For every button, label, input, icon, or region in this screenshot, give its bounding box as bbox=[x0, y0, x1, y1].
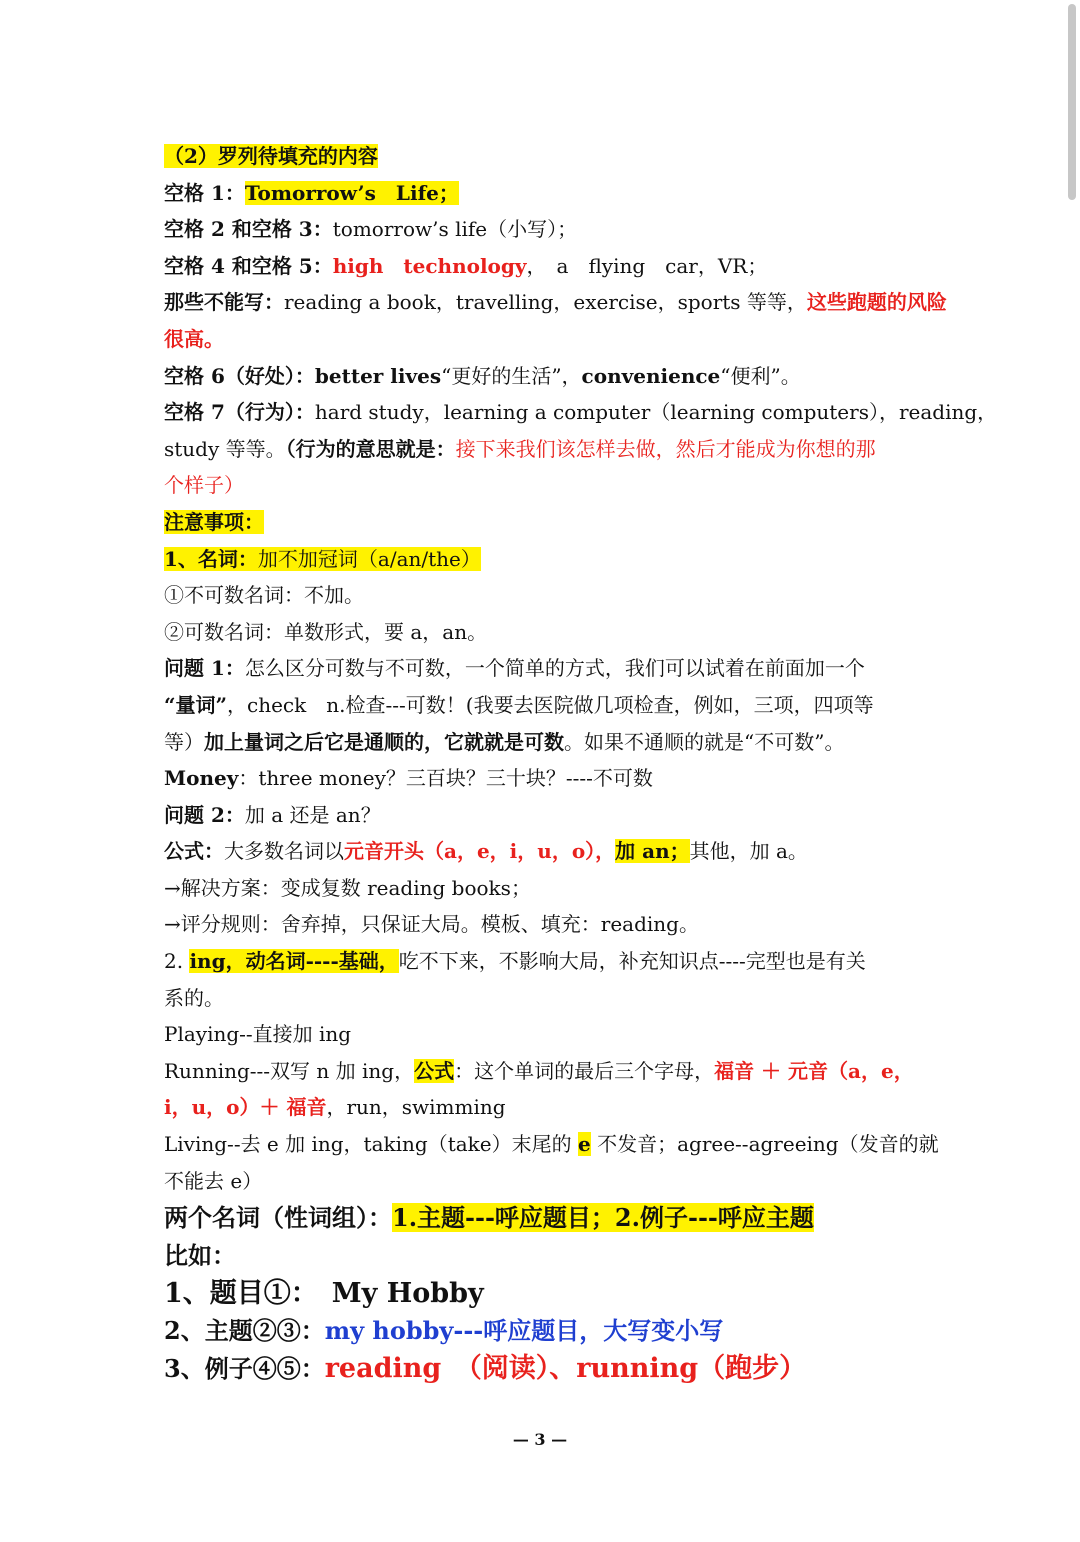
line-question-1: 问题 1：怎么区分可数与不可数，一个简单的方式，我们可以试着在前面加一个 bbox=[164, 656, 865, 681]
line-blank-7: 空格 7（行为）：hard study，learning a computer（learning computers），reading， bbox=[164, 400, 998, 425]
line-countable: ②可数名词：单数形式，要 a，an。 bbox=[164, 619, 488, 644]
line-two-nouns: 两个名词（性词组）：1.主题---呼应题目；2.例子---呼应主题 bbox=[164, 1203, 814, 1233]
line-blank-7-cont: study 等等。（行为的意思就是：接下来我们该怎样去做，然后才能成为你想的那 bbox=[164, 436, 876, 461]
line-blank-2-3: 空格 2 和空格 3：tomorrow’s life（小写）； bbox=[164, 217, 578, 242]
line-gerund: 2. ing，动名词----基础，吃不下来，不影响大局，补充知识点----完型也是有关 bbox=[164, 949, 866, 974]
line-noun-rule: 1、名词：加不加冠词（a/an/the） bbox=[164, 546, 481, 571]
line-example-topic: 2、主题②③：my hobby---呼应题目，大写变小写 bbox=[164, 1316, 724, 1346]
line-blank-4-5: 空格 4 和空格 5：high technology， a flying car，VR； bbox=[164, 253, 768, 278]
line-blank-6: 空格 6（好处）：better lives“更好的生活”，convenience“便利”。 bbox=[164, 363, 801, 388]
line-scoring: →评分规则：舍弃掉，只保证大局。模板、填充：reading。 bbox=[164, 912, 699, 937]
line-gerund-cont: 系的。 bbox=[164, 985, 224, 1010]
document-body bbox=[164, 138, 998, 1388]
line-solution: →解决方案：变成复数 reading books； bbox=[164, 875, 531, 900]
line-uncountable: ①不可数名词：不加。 bbox=[164, 583, 364, 608]
line-example-title: 1、题目①： My Hobby bbox=[164, 1278, 484, 1310]
scrollbar[interactable] bbox=[1068, 4, 1076, 200]
line-blank-1: 空格 1：Tomorrow’s Life； bbox=[164, 180, 459, 205]
line-question-2: 问题 2：加 a 还是 an？ bbox=[164, 802, 381, 827]
line-blank-7-end: 个样子） bbox=[164, 473, 244, 498]
line-question-1-end: 等）加上量词之后它是通顺的，它就就是可数。如果不通顺的就是“不可数”。 bbox=[164, 729, 845, 754]
line-money: Money：three money？三百块？三十块？----不可数 bbox=[164, 766, 653, 791]
line-section-heading: （2）罗列待填充的内容 bbox=[164, 144, 378, 168]
line-running-cont: i，u，o）＋ 福音，run，swimming bbox=[164, 1095, 506, 1120]
line-playing: Playing--直接加 ing bbox=[164, 1022, 352, 1047]
line-example-examples: 3、例子④⑤：reading （阅读）、running（跑步） bbox=[164, 1353, 807, 1385]
line-for-example: 比如： bbox=[164, 1241, 236, 1271]
line-notes-heading: 注意事项： bbox=[164, 509, 264, 534]
page-number: — 3 — bbox=[512, 1430, 568, 1449]
line-cannot-write: 那些不能写：reading a book，travelling，exercise，sports 等等，这些跑题的风险 bbox=[164, 290, 947, 315]
line-living-cont: 不能去 e） bbox=[164, 1168, 263, 1193]
line-running: Running---双写 n 加 ing，公式：这个单词的最后三个字母，福音 ＋ 元音（a，e， bbox=[164, 1058, 914, 1083]
line-question-1-cont: “量词”，check n.检查---可数！(我要去医院做几项检查，例如，三项，四项等 bbox=[164, 692, 874, 717]
line-formula: 公式：大多数名词以元音开头（a，e，i，u，o），加 an；其他，加 a。 bbox=[164, 839, 808, 864]
line-living: Living--去 e 加 ing，taking（take）末尾的 e 不发音；agree--agreeing（发音的就 bbox=[164, 1132, 939, 1157]
line-cannot-write-cont: 很高。 bbox=[164, 326, 224, 351]
